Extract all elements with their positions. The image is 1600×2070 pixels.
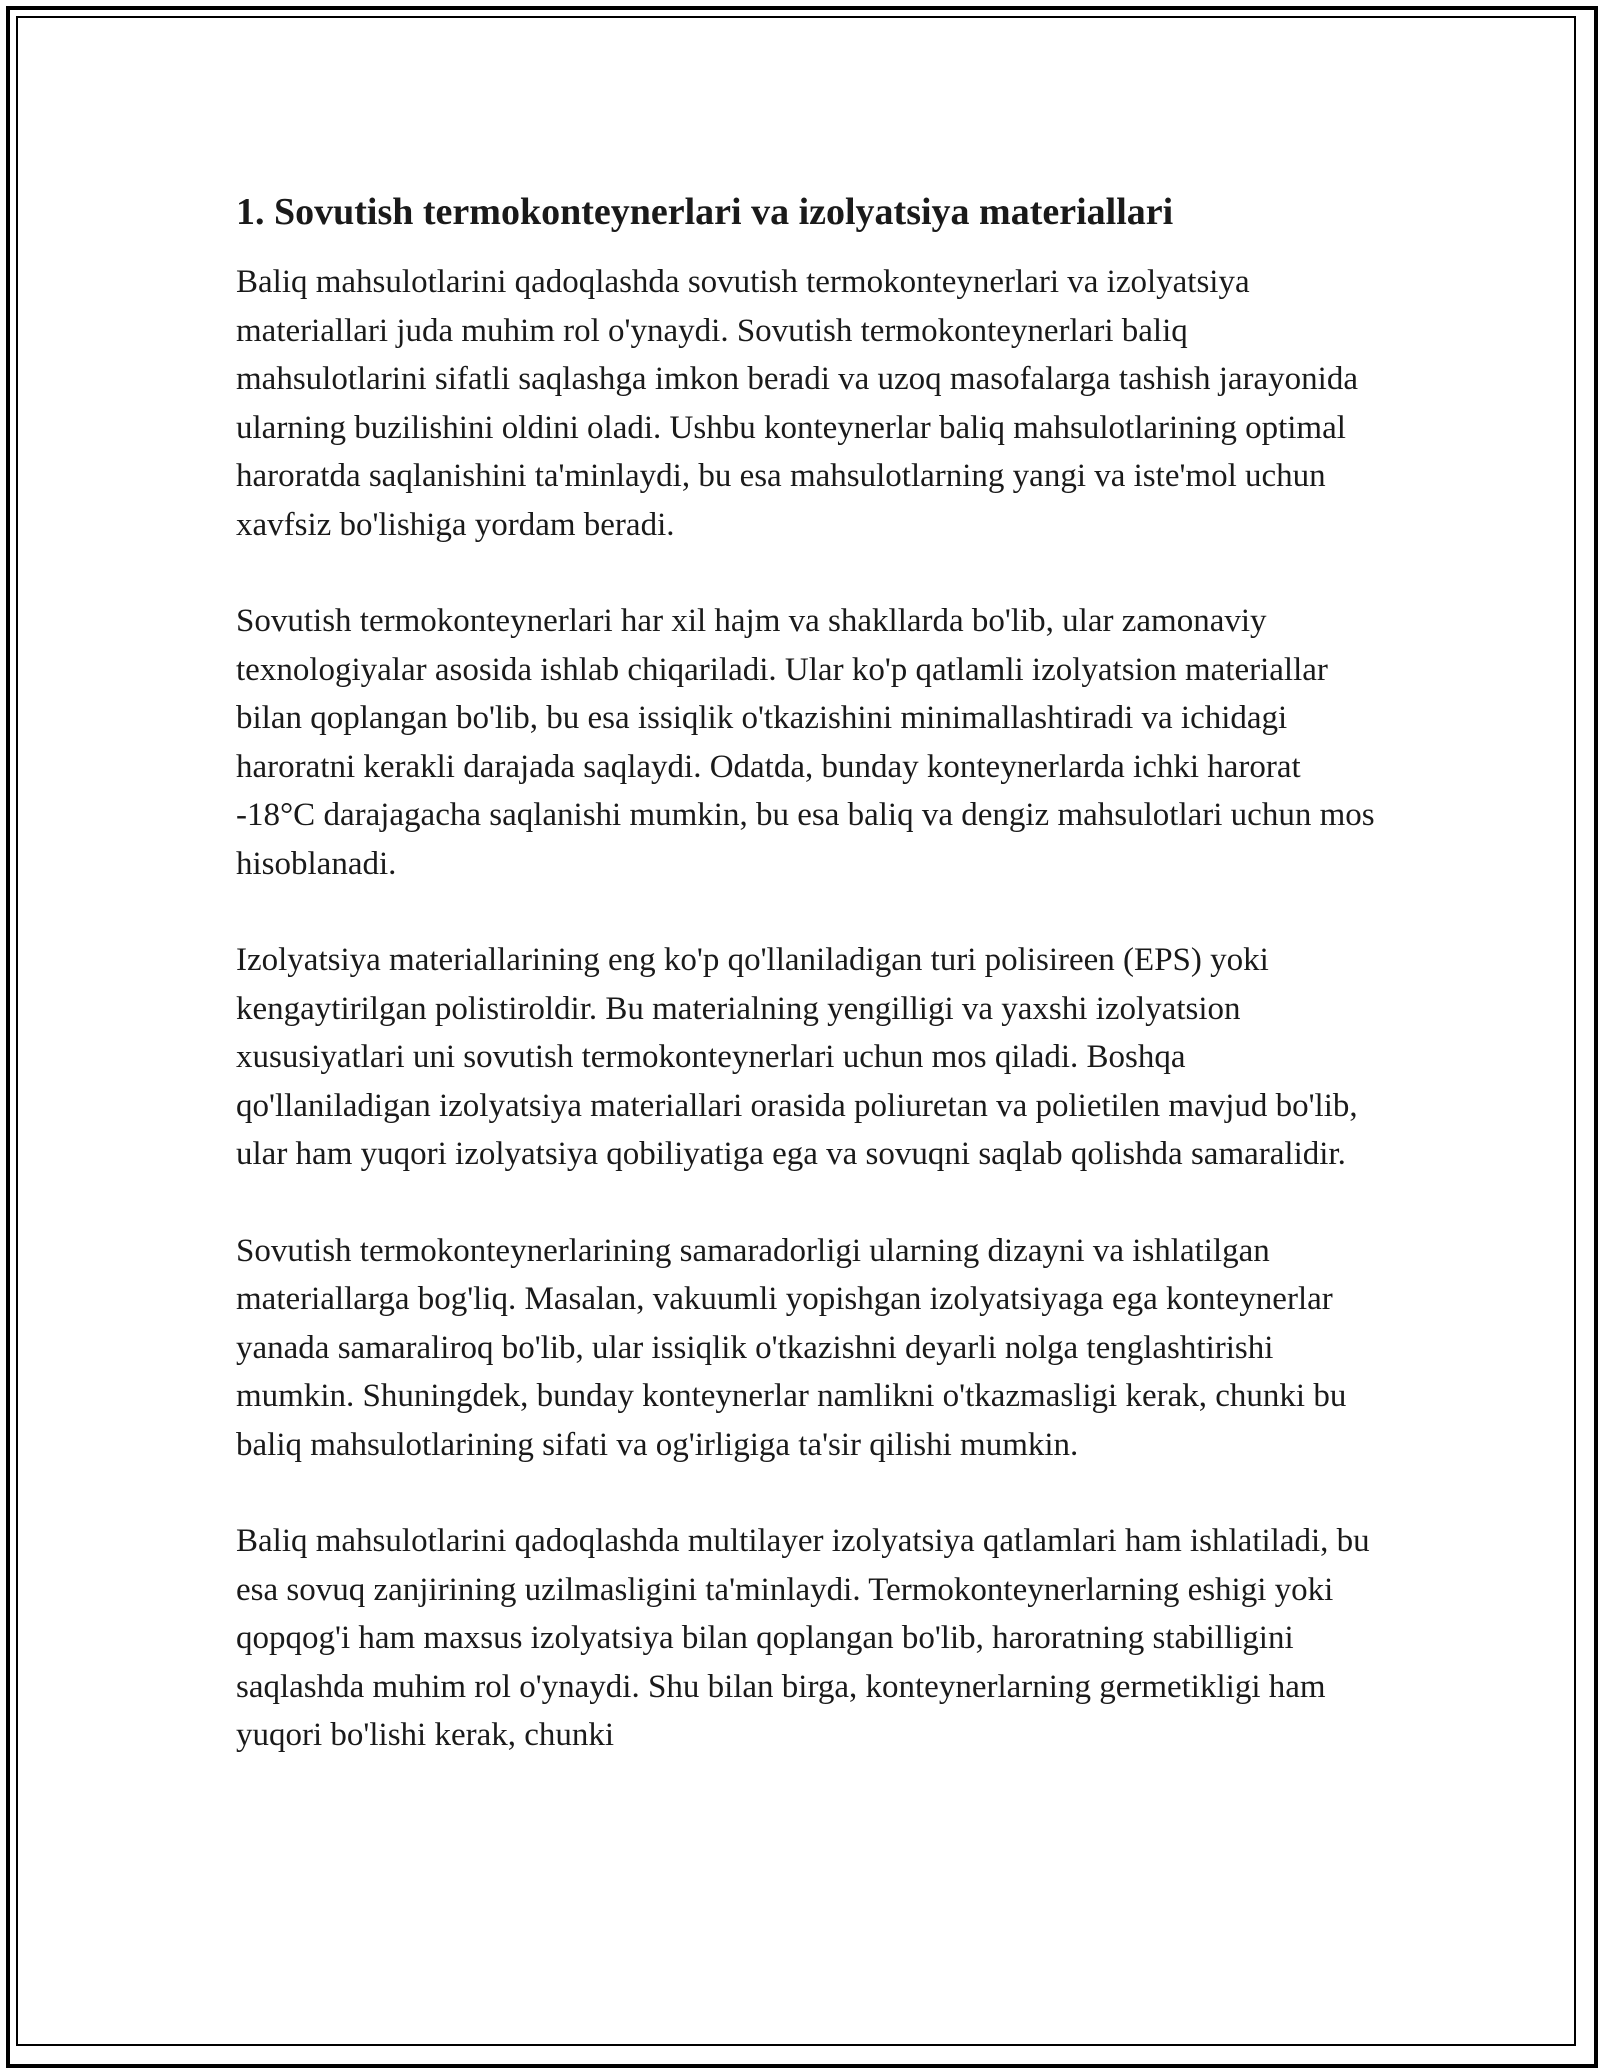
paragraph-1: Baliq mahsulotlarini qadoqlashda sovutish termokonteynerlari va izolyatsiya materiallari juda muhim rol o'ynaydi. Sovutish termokonteynerlari baliq mahsulotlarini sifatli saqlashga imkon beradi va uzoq masofalarga tashish jarayonida ularning buzilishini oldini oladi. Ushbu konteynerlar baliq mahsulotlarining optimal haroratda saqlanishini ta'minlaydi, bu esa mahsulotlarning yangi va iste'mol uchun xavfsiz bo'lishiga yordam beradi. [236,264,1358,543]
paragraph-4: Sovutish termokonteynerlarining samaradorligi ularning dizayni va ishlatilgan materiallarga bog'liq. Masalan, vakuumli yopishgan izolyatsiyaga ega konteynerlar yanada samaraliroq bo'lib, ular issiqlik o'tkazishni deyarli nolga tenglashtirishi mumkin. Shuningdek, bunday konteynerlar namlikni o'tkazmasligi kerak, chunki bu baliq mahsulotlarining sifati va og'irligiga ta'sir qilishi mumkin. [236,1232,1347,1463]
paragraph-5: Baliq mahsulotlarini qadoqlashda multilayer izolyatsiya qatlamlari ham ishlatiladi, bu esa sovuq zanjirining uzilmasligini ta'minlaydi. Termokonteynerlarning eshigi yoki qopqog'i ham maxsus izolyatsiya bilan qoplangan bo'lib, haroratning stabilligini saqlashda muhim rol o'ynaydi. Shu bilan birga, konteynerlarning germetikligi ham yuqori bo'lishi kerak, chunki [236,1523,1370,1753]
document-body [236,186,1386,1808]
section-heading: 1. Sovutish termokonteynerlari va izolyatsiya materiallari [236,191,1174,233]
paragraph-2: Sovutish termokonteynerlari har xil hajm va shakllarda bo'lib, ular zamonaviy texnologiyalar asosida ishlab chiqariladi. Ular ko'p qatlamli izolyatsion materiallar bilan qoplangan bo'lib, bu esa issiqlik o'tkazishini minimallashtiradi va ichidagi haroratni kerakli darajada saqlaydi. Odatda, bunday konteynerlarda ichki harorat -18°C darajagacha saqlanishi mumkin, bu esa baliq va dengiz mahsulotlari uchun mos hisoblanadi. [236,603,1375,882]
paragraph-3: Izolyatsiya materiallarining eng ko'p qo'llaniladigan turi polisireen (EPS) yoki kengaytirilgan polistiroldir. Bu materialning yengilligi va yaxshi izolyatsion xususiyatlari uni sovutish termokonteynerlari uchun mos qiladi. Boshqa qo'llaniladigan izolyatsiya materiallari orasida poliuretan va polietilen mavjud bo'lib, ular ham yuqori izolyatsiya qobiliyatiga ega va sovuqni saqlab qolishda samaralidir. [236,942,1358,1172]
